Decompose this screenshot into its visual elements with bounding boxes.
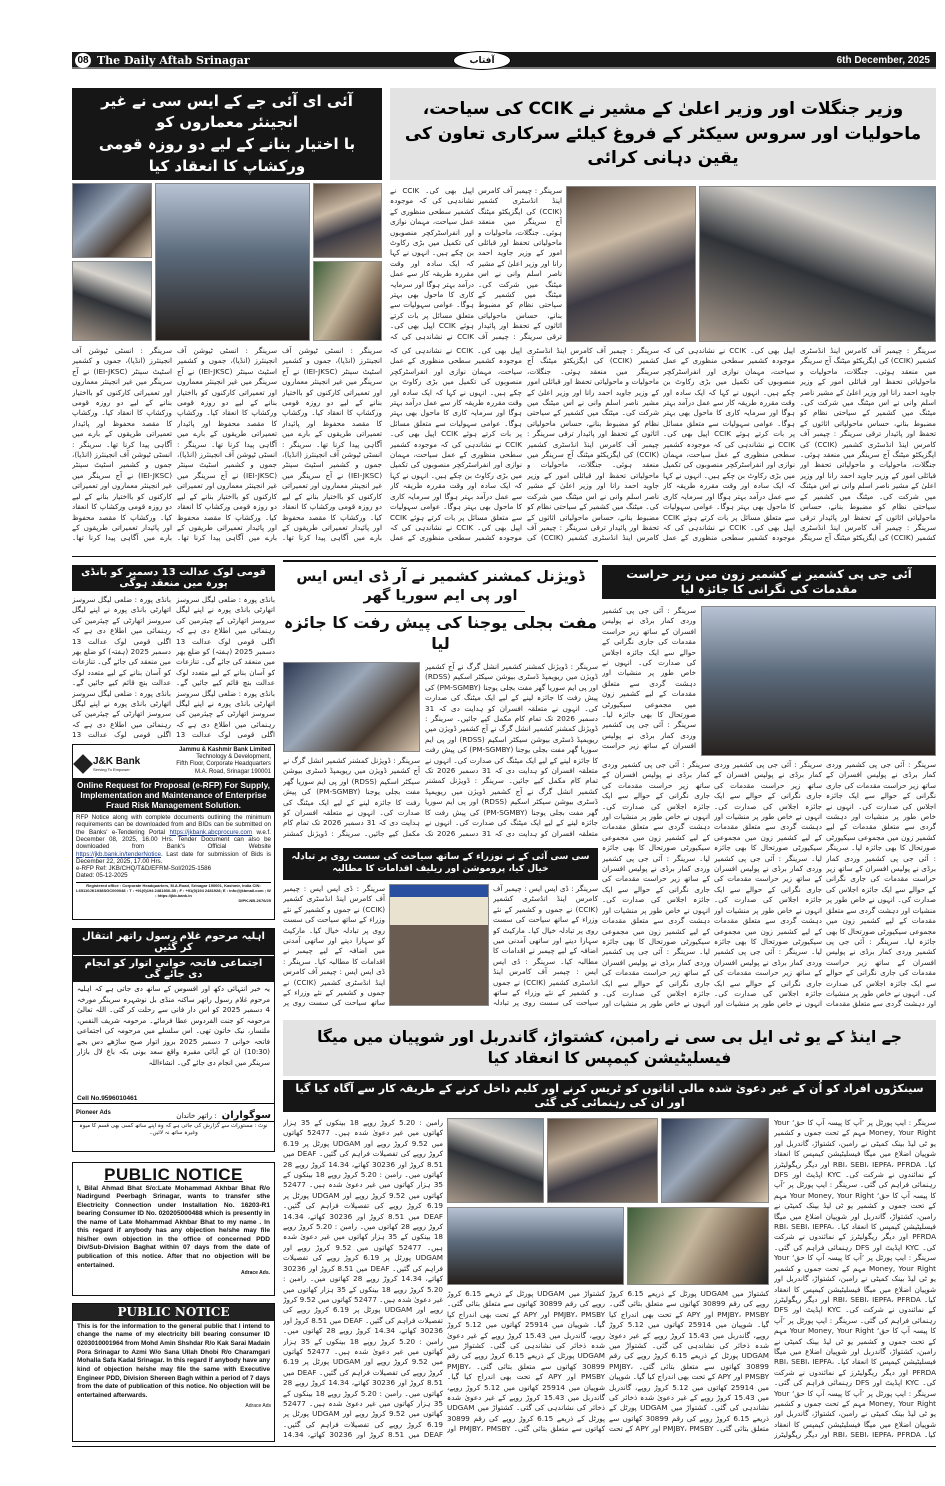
jkutlbc-photo-1 [447, 1118, 544, 1203]
jk-bank-address-3: Fifth Floor, Corporate Headquarters [176, 761, 271, 768]
iei-photo-1 [72, 183, 152, 258]
public-notice-1-agency: Adrace Ads. [241, 1270, 270, 1277]
iei-photo-5 [313, 261, 382, 341]
public-notice-2-agency: Adrace Ads [245, 1402, 271, 1409]
condolence-title-2: اجتماعی فاتحہ خوانی اتوار کو انجام دی جائے گی [73, 955, 274, 982]
condolence-note: نوٹ : مستورات سے گزارش کی جاتی ہے کہ وہ اپنے ساتھ کسی بھی قسم کا میوہ وغیرہ ساتھ نہ لائیں۔ [73, 1121, 274, 1151]
jk-bank-code: DIPK-NB-2676/25 [238, 897, 271, 903]
jk-bank-footer: Registered office : Corporate Headquarters, M.A.Road, Srinagar 190001, Kashmir, India CIN: L65110JK1938SGC000048 : T : +91(0)194 2481930-35 ; F : +91(0)194 2481928; E : info@jkbmail.com ; W : https://jkb.bank.in [76, 882, 271, 898]
ccik-body-col-2: اپیل بھی کی۔ CCIK نے نشاندہی کی کہ موجودہ کشمیر سطحی منظوری کے عمل سیاحت، مہمان نوازی اور انفراسٹرکچر منصوبوں کی تکمیل میں بڑی رکاوٹ بن چکے ہیں۔ انہوں نے کہا کہ ایک سادہ اور وقت مقررہ طریقہ کار سے عمل درآمد بہتر ہوگا اور سرمایہ کاری کا ماحول بھی بہتر ہوگا۔ عوامی سہولیات سے متعلق مسائل پر بات کرتے ہوئے CCIK اپیل بھی کی۔ CCIK نے نشاندہی کی کہ موجودہ کشمیر سطحی منظوری کے عمل سیاحت، مہمان نوازی اور انفراسٹرکچر منصوبوں کی تکمیل میں بڑی رکاوٹ بن چکے ہیں۔ انہوں نے کہا کہ ایک سادہ اور وقت مقررہ طریقہ کار سے عمل درآمد بہتر ہوگا اور سرمایہ کاری کا ماحول بھی بہتر ہوگا۔ عوامی سہولیات سے متعلق مسائل پر بات کرتے ہوئے CCIK اپیل بھی کی۔ CCIK نے نشاندہی کی کہ موجودہ کشمیر سطحی منظوری کے عمل [663, 346, 795, 543]
page-bottom-rule [72, 1446, 936, 1447]
jkutlbc-body-col-3: کشتواڑ میں UDGAM پورٹل کے ذریعے 6.15 کروڑ روپے کی رقم 30899 کھاتوں سے متعلق بتائی گئی۔ PMJBY، PMSBY اور APY کے تحت بھی اندراج کیا گیا۔ شوپیان میں 25914 کھاتوں میں 5.12 کروڑ روپے، گاندربل میں 15.43 کروڑ روپے کے غیر دعویٰ شدہ ذخائر کی نشاندہی کی گئی۔ کشتواڑ میں UDGAM پورٹل کے ذریعے 6.15 کروڑ روپے کی رقم 30899 کھاتوں سے متعلق بتائی گئی۔ PMJBY، PMSBY اور APY کے تحت بھی اندراج کیا گیا۔ شوپیان میں 25914 کھاتوں میں 5.12 کروڑ روپے، گاندربل میں 15.43 کروڑ روپے کے غیر دعویٰ شدہ ذخائر کی نشاندہی کی گئی۔ کشتواڑ میں UDGAM پورٹل کے ذریعے 6.15 کروڑ روپے کی رقم 30899 کھاتوں سے متعلق بتائی گئی۔ PMJBY، PMSBY اور [447, 1289, 605, 1434]
jkutlbc-body-col-1: سرینگر : ایپ پورٹل پر ’آپ کا پیسہ آپ کا حق‘ Your Money, Your Right مہم کے تحت جموں و کشمیر یو ٹی لیڈ بینک کمیٹی نے رامبن، کشتواڑ، گاندربل اور شوپیان اضلاع میں میگا فیسلیٹیشن کیمپس کا انعقاد کیا۔ RBI، SEBI، IEPFA، PFRDA اور دیگر ریگولیٹرز کے نمائندوں نے شرکت کی۔ KYC اپڈیٹ اور DFS رہنمائی فراہم کی گئی۔ سرینگر : ایپ پورٹل پر ’آپ کا پیسہ آپ کا حق‘ Your Money, Your Right مہم کے تحت جموں و کشمیر یو ٹی لیڈ بینک کمیٹی نے رامبن، کشتواڑ، گاندربل اور شوپیان اضلاع میں میگا فیسلیٹیشن کیمپس کا انعقاد کیا۔ RBI، SEBI، IEPFA، PFRDA اور دیگر ریگولیٹرز کے نمائندوں نے شرکت کی۔ KYC اپڈیٹ اور DFS رہنمائی فراہم کی گئی۔ سرینگر : ایپ پورٹل پر ’آپ کا پیسہ آپ کا حق‘ Your Money, Your Right مہم کے تحت جموں و کشمیر یو ٹی لیڈ بینک کمیٹی نے رامبن، کشتواڑ، گاندربل اور شوپیان اضلاع میں میگا فیسلیٹیشن کیمپس کا انعقاد کیا۔ RBI، SEBI، IEPFA، PFRDA اور دیگر ریگولیٹرز کے نمائندوں نے شرکت کی۔ KYC اپڈیٹ اور DFS رہنمائی فراہم کی گئی۔ سرینگر : ایپ پورٹل پر ’آپ کا پیسہ آپ کا حق‘ Your Money, Your Right مہم کے تحت جموں و کشمیر یو ٹی لیڈ بینک کمیٹی نے رامبن، کشتواڑ، گاندربل اور شوپیان اضلاع میں میگا فیسلیٹیشن کیمپس کا انعقاد کیا۔ RBI، SEBI، IEPFA، PFRDA اور دیگر ریگولیٹرز کے نمائندوں نے شرکت کی۔ KYC اپڈیٹ اور DFS رہنمائی فراہم کی گئی۔ سرینگر : ایپ پورٹل پر ’آپ کا پیسہ آپ کا حق‘ Your Money, Your Right مہم کے تحت جموں و کشمیر یو ٹی لیڈ بینک کمیٹی نے رامبن، کشتواڑ، گاندربل اور شوپیان اضلاع میں میگا فیسلیٹیشن کیمپس کا انعقاد کیا۔ RBI، SEBI، IEPFA، PFRDA اور دیگر ریگولیٹرز [774, 1118, 936, 1440]
jkutlbc-photo-2 [547, 1118, 658, 1203]
ccik-headline-line-2: ماحولیات اور سروس سیکٹر کے فروغ کیلئے سرکاری تعاون کی یقین دہانی کرائی [404, 123, 922, 169]
rfp-text-2: w.e.f. December 08, 2025, 16.00 Hrs. Tender Document can also be downloaded from Bank's Official Website [76, 828, 271, 851]
public-notice-1 [72, 1162, 275, 1296]
public-notice-1-body: I, Bilal Ahmad Bhat S/o:Late Mohammad Akhbar Bhat R/o Nadirgund Peerbagh Srinagar, wants to transfer sthe Electricity Connection under Installation No. 16203-R1 bearing Consumer ID No. 020205000488 which is presently in the name of Late Mohammad Akhbar Bhat to my name . In this regard if anybody has any objection he/she may file his/her own objection in the office of concerned PDD Div/Sub-Division Baghat within 07 days from the date of publication of this notice. After that no objection will be entertained. [77, 1184, 270, 1269]
jkutlbc-photo-3 [661, 1118, 769, 1203]
iei-photo-2 [155, 183, 310, 341]
iei-headline-line-2: با اختیار بنانے کے لیے دو روزہ قومی ورکشاپ کا انعقاد کیا [98, 135, 356, 175]
condolence-phone: Cell No.9596010461 [77, 1095, 138, 1102]
jk-bank-address-4: M.A. Road, Srinagar 190001 [194, 768, 271, 775]
public-notice-1-title: PUBLIC NOTICE [104, 1165, 243, 1184]
lok-adalat-headline: قومی لوک عدالت 13 دسمبر کو بانڈی پورہ میں منعقد ہوگی [72, 565, 275, 591]
condolence-ad [72, 928, 275, 1152]
rfp-dated: Dated: 05-12-2025 [76, 872, 128, 880]
jk-bank-logo [76, 753, 140, 776]
condolence-title-1: اہلیہ مرحوم غلام رسول راتھر انتقال کر گئیں [73, 929, 274, 955]
cci-photo [389, 884, 489, 1006]
lok-adalat-body-1: بانڈی پورہ : ضلعی لیگل سروسز اتھارٹی بانڈی پورہ نے اپنے لیگل سروسز اتھارٹی کے چیئرمین کی رہنمائی میں اطلاع دی ہے کہ اگلی قومی لوک عدالت 13 دسمبر 2025 (ہفتہ) کو ضلع بھر میں منعقد کی جائے گی۔ تنازعات کو آسان بنانے کے لیے متعدد لوک عدالت بنچ قائم کیے جائیں گے۔ بانڈی پورہ : ضلعی لیگل سروسز اتھارٹی بانڈی پورہ نے اپنے لیگل سروسز اتھارٹی کے چیئرمین کی رہنمائی میں اطلاع دی ہے کہ اگلی قومی لوک عدالت 13 [176, 595, 275, 740]
jk-bank-address-2: Technology & Development, [196, 754, 271, 761]
tender-link[interactable]: https://jkb.bank.in/tenderNotice [76, 850, 161, 858]
public-notice-2 [72, 1303, 275, 1442]
jk-bank-address-1: Jammu & Kashmir Bank Limited [178, 747, 271, 753]
condolence-agency: Pioneer Ads [76, 1109, 111, 1116]
lok-adalat-body-2: بانڈی پورہ : ضلعی لیگل سروسز اتھارٹی بانڈی پورہ نے اپنے لیگل سروسز اتھارٹی کے چیئرمین کی رہنمائی میں اطلاع دی ہے کہ اگلی قومی لوک عدالت 13 دسمبر 2025 (ہفتہ) کو ضلع بھر میں منعقد کی جائے گی۔ تنازعات کو آسان بنانے کے لیے متعدد لوک عدالت بنچ قائم کیے جائیں گے۔ بانڈی پورہ : ضلعی لیگل سروسز اتھارٹی بانڈی پورہ نے اپنے لیگل سروسز اتھارٹی کے چیئرمین کی رہنمائی میں اطلاع دی ہے کہ اگلی قومی لوک عدالت 13 [72, 595, 171, 740]
igp-body-col-1: سرینگر : آئی جی پی کشمیر وردی کمار برڈی نے پولیس افسران کے ساتھ زیر حراست مقدمات کی جاری نگرانی کے حوالے سے ایک جائزہ اجلاس کی صدارت کی۔ انہوں نے خاص طور پر منشیات اور دہشت گردی سے متعلق مقدمات کے لیے کشمیر زون میں مجموعی سیکیورٹی صورتحال کا بھی جائزہ لیا۔ سرینگر : آئی جی پی کشمیر وردی کمار برڈی نے پولیس افسران کے ساتھ زیر حراست مقدمات کی جاری نگرانی کے حوالے سے ایک جائزہ اجلاس کی صدارت کی۔ انہوں نے خاص طور پر منشیات اور دہشت گردی سے متعلق مقدمات کے لیے کشمیر زون میں مجموعی سیکیورٹی صورتحال کا بھی جائزہ لیا۔ سرینگر : آئی جی پی کشمیر وردی کمار برڈی نے پولیس افسران کے ساتھ زیر حراست مقدمات کی جاری نگرانی کے حوالے سے ایک جائزہ اجلاس کی صدارت کی۔ انہوں نے خاص طور پر منشیات اور دہشت گردی سے متعلق مقدمات [826, 760, 936, 1009]
jk-bank-ad-title: Online Request for Proposal (e-RFP) For Supply, Implementation and Maintenance of Enterprise Fraud Risk Management Solution. [73, 778, 274, 812]
divcom-top-rule [283, 560, 598, 562]
divcom-body-1: سرینگر : ڈویژنل کمشنر کشمیر انشل گرگ نے آج کشمیر ڈویژن میں ریویمپڈ ڈسٹری بیوشن سیکٹر اسکیم (RDSS) اور پی ایم سوریا گھر مفت بجلی یوجنا (PM-SGMBY) کی پیش رفت کا جائزہ لینے کے لیے ایک میٹنگ کی صدارت کی۔ انہوں نے متعلقہ افسران کو ہدایت دی کہ 31 دسمبر 2026 تک تمام کام مکمل کیے جائیں۔ سرینگر : ڈویژنل کمشنر کشمیر انشل گرگ نے آج کشمیر ڈویژن میں ریویمپڈ ڈسٹری بیوشن سیکٹر اسکیم (RDSS) اور پی ایم سوریا گھر مفت بجلی یوجنا (PM-SGMBY) کی پیش رفت کا جائزہ لینے کے لیے ایک میٹنگ کی صدارت کی۔ انہوں نے متعلقہ افسران کو ہدایت دی کہ 31 دسمبر 2026 تک تمام کام مکمل کیے جائیں۔ سرینگر : ڈویژنل کمشنر کشمیر انشل گرگ نے آج کشمیر ڈویژن میں ریویمپڈ ڈسٹری بیوشن سیکٹر اسکیم (RDSS) اور پی ایم سوریا گھر مفت بجلی یوجنا (PM-SGMBY) کی پیش رفت کا جائزہ لینے کے لیے ایک میٹنگ کی صدارت کی۔ انہوں نے متعلقہ افسران کو ہدایت دی کہ 31 دسمبر 2026 تک [425, 662, 598, 838]
jk-bank-logo-icon [73, 754, 93, 774]
jk-bank-address [176, 747, 271, 776]
divcom-headline-2: مفت بجلی یوجنا کی پیش رفت کا جائزہ لیا [283, 614, 598, 653]
section-divider [72, 556, 936, 557]
divcom-photo [283, 662, 420, 752]
paper-name: The Daily Aftab Srinagar [97, 54, 250, 67]
rfp-text-1: RFP Notice along with complete documents outlining the minimum requirements can be downloaded from and BIDs can be submitted on the Banks' e-Tendering Portal [76, 813, 271, 836]
condolence-body: یہ خبر انتہائی دکھ اور افسوس کے ساتھ دی جاتی ہے کہ اہلیہ مرحوم غلام رسول راتھر ساکنہ منڈی بل نوشہرہ سرینگر مورخہ 4 دسمبر 2025 کو اس دار فانی سے رحلت کر گئی۔ اللہ تعالیٰ مرحومہ کو جنت الفردوس عطا فرمائے۔ مرحومہ شریف النفس، ملنسار، نیک خاتون تھی۔ اس سلسلے میں مرحومہ کی اجتماعی فاتحہ خوانی 7 دسمبر 2025 بروز اتوار صبح ساڑھے دس بجے (10:30) ان کے آبائی مقبرہ واقع سعد بونی بکہ باغ لال بازار سرینگر میں انجام دی جائے گی۔ انشاءاللہ [77, 985, 270, 1067]
igp-body-top: سرینگر : آئی جی پی کشمیر وردی کمار برڈی نے پولیس افسران کے ساتھ زیر حراست مقدمات کی جاری نگرانی کے حوالے سے ایک جائزہ اجلاس کی صدارت کی۔ انہوں نے خاص طور پر منشیات اور دہشت گردی سے متعلق مقدمات کے لیے کشمیر زون میں مجموعی سیکیورٹی صورتحال کا بھی جائزہ لیا۔ سرینگر : آئی جی پی کشمیر وردی کمار برڈی نے پولیس افسران کے ساتھ زیر حراست [602, 606, 696, 751]
iei-photo-3 [313, 183, 382, 258]
cci-body-1: سرینگر : ڈی ایس ایس : چیمبر آف کامرس اینڈ انڈسٹری کشمیر (CCIK) نے جموں و کشمیر کے نئے وزراء کے ساتھ سیاحت کی سست روی پر تبادلہ خیال کیا۔ مارکیٹ کو سہارا دینے اور ساتھی آمدنی میں اضافہ کے لیے چیمبر نے اقدامات کا مطالبہ کیا۔ سرینگر : ڈی ایس ایس : چیمبر آف کامرس اینڈ انڈسٹری کشمیر (CCIK) نے جموں و کشمیر کے نئے وزراء کے ساتھ سیاحت کی سست روی پر [283, 884, 385, 1008]
jk-bank-tagline: Serving To Empower [93, 767, 130, 773]
ccik-body-top-1: سرینگر : چیمبر آف کامرس اینڈ انڈسٹری کشمیر (CCIK) کی ایگزیکٹو میٹنگ آج سرینگر میں منعقد ہوئی۔ جنگلات، ماحولیات و ماحولیاتی تحفظ اور قبائلی امور کے وزیر جاوید احمد رانا اور وزیر اعلیٰ کے مشیر ناصر اسلم وانی نے اس میٹنگ میں شرکت کی۔ میٹنگ میں کشمیر کے سیاحتی نظام کو مضبوط بنانے، حساس ماحولیاتی اثاثوں کے تحفظ اور پائیدار ترقی سرینگر : چیمبر آف [478, 186, 562, 341]
igp-body-col-2: سرینگر : آئی جی پی کشمیر وردی کمار برڈی نے پولیس افسران کے ساتھ زیر حراست مقدمات کی جاری نگرانی کے حوالے سے ایک جائزہ اجلاس کی صدارت کی۔ انہوں نے خاص طور پر منشیات اور دہشت گردی سے متعلق مقدمات کے لیے کشمیر زون میں مجموعی سیکیورٹی صورتحال کا بھی جائزہ لیا۔ سرینگر : آئی جی پی کشمیر وردی کمار برڈی نے پولیس افسران کے ساتھ زیر حراست مقدمات کی جاری نگرانی کے حوالے سے ایک جائزہ اجلاس کی صدارت کی۔ انہوں نے خاص طور پر منشیات اور دہشت گردی سے متعلق مقدمات کے لیے کشمیر زون میں مجموعی سیکیورٹی صورتحال کا بھی جائزہ لیا۔ سرینگر : آئی جی پی کشمیر وردی کمار برڈی نے پولیس افسران کے ساتھ زیر حراست مقدمات کی جاری نگرانی کے حوالے سے ایک جائزہ اجلاس کی صدارت کی۔ انہوں نے خاص طور پر منشیات اور [714, 760, 822, 1009]
divcom-headline-1: ڈویژنل کمشنر کشمیر نے آر ڈی ایس ایس اور پی ایم سوریا گھر [296, 569, 585, 604]
cci-headline: سی سی آئی کے نے نوزراء کے ساتھ سیاحت کی سست روی پر تبادلہ خیال کیا، پروموشن اور ریلیف اقدامات کا مطالبہ [283, 848, 598, 880]
jkutlbc-body-col-2: کشتواڑ میں UDGAM پورٹل کے ذریعے 6.15 کروڑ روپے کی رقم 30899 کھاتوں سے متعلق بتائی گئی۔ PMJBY، PMSBY اور APY کے تحت بھی اندراج کیا گیا۔ شوپیان میں 25914 کھاتوں میں 5.12 کروڑ روپے، گاندربل میں 15.43 کروڑ روپے کے غیر دعویٰ شدہ ذخائر کی نشاندہی کی گئی۔ کشتواڑ میں UDGAM پورٹل کے ذریعے 6.15 کروڑ روپے کی رقم 30899 کھاتوں سے متعلق بتائی گئی۔ PMJBY، PMSBY اور APY کے تحت بھی اندراج کیا گیا۔ شوپیان میں 25914 کھاتوں میں 5.12 کروڑ روپے، گاندربل میں 15.43 کروڑ روپے کے غیر دعویٰ شدہ ذخائر کی نشاندہی کی گئی۔ کشتواڑ میں UDGAM پورٹل کے ذریعے 6.15 کروڑ روپے کی رقم 30899 کھاتوں سے متعلق بتائی گئی۔ PMJBY، PMSBY اور APY کے تحت [609, 1289, 769, 1434]
portal-link[interactable]: https://jkbank.abcprocure.com [169, 828, 253, 836]
jk-bank-name: J&K Bank [93, 756, 141, 768]
igp-body-col-3: سرینگر : آئی جی پی کشمیر وردی کمار برڈی نے پولیس افسران کے ساتھ زیر حراست مقدمات کی جاری نگرانی کے حوالے سے ایک جائزہ اجلاس کی صدارت کی۔ انہوں نے خاص طور پر منشیات اور دہشت گردی سے متعلق مقدمات کے لیے کشمیر زون میں مجموعی سیکیورٹی صورتحال کا بھی جائزہ لیا۔ سرینگر : آئی جی پی کشمیر وردی کمار برڈی نے پولیس افسران کے ساتھ زیر حراست مقدمات کی جاری نگرانی کے حوالے سے ایک جائزہ اجلاس کی صدارت کی۔ انہوں نے خاص طور پر منشیات اور دہشت گردی سے متعلق مقدمات کے لیے کشمیر زون میں مجموعی سیکیورٹی صورتحال کا بھی جائزہ لیا۔ سرینگر : آئی جی پی کشمیر وردی کمار برڈی نے پولیس افسران کے ساتھ زیر حراست مقدمات کی جاری نگرانی کے حوالے سے ایک جائزہ اجلاس کی صدارت کی۔ انہوں نے خاص طور پر منشیات اور [602, 760, 710, 1009]
jkutlbc-photo-4 [447, 1207, 624, 1285]
jk-bank-ad [72, 744, 275, 920]
iei-body-col-2: سرینگر : انسٹی ٹیوشن آف انجینئرز (انڈیا)، جموں و کشمیر اسٹیٹ سینٹر (IEI-JKSC) نے آج سرینگر میں غیر انجینئر معماروں اور تعمیراتی کارکنوں کو بااختیار بنانے کے لیے دو روزہ قومی ورکشاپ کا انعقاد کیا۔ ورکشاپ کا مقصد محفوظ اور پائیدار تعمیراتی طریقوں کے بارے میں آگاہی پیدا کرنا تھا۔ سرینگر : انسٹی ٹیوشن آف انجینئرز (انڈیا)، جموں و کشمیر اسٹیٹ سینٹر (IEI-JKSC) نے آج سرینگر میں غیر انجینئر معماروں اور تعمیراتی کارکنوں کو بااختیار بنانے کے لیے دو روزہ قومی ورکشاپ کا انعقاد کیا۔ ورکشاپ کا مقصد محفوظ اور پائیدار تعمیراتی طریقوں کے بارے میں آگاہی پیدا کرنا تھا۔ [177, 346, 277, 543]
page-number: 08 [75, 53, 91, 68]
public-notice-2-title: PUBLIC NOTICE [73, 1304, 274, 1321]
condolence-mourners-label: سوگواران [221, 1110, 271, 1121]
iei-body-col-3: سرینگر : انسٹی ٹیوشن آف انجینئرز (انڈیا)، جموں و کشمیر اسٹیٹ سینٹر (IEI-JKSC) نے آج سرینگر میں غیر انجینئر معماروں اور تعمیراتی کارکنوں کو بااختیار بنانے کے لیے دو روزہ قومی ورکشاپ کا انعقاد کیا۔ ورکشاپ کا مقصد محفوظ اور پائیدار تعمیراتی طریقوں کے بارے میں آگاہی پیدا کرنا تھا۔ سرینگر : انسٹی ٹیوشن آف انجینئرز (انڈیا)، جموں و کشمیر اسٹیٹ سینٹر (IEI-JKSC) نے آج سرینگر میں غیر انجینئر معماروں اور تعمیراتی کارکنوں کو بااختیار بنانے کے لیے دو روزہ قومی ورکشاپ کا انعقاد کیا۔ ورکشاپ کا مقصد محفوظ اور پائیدار تعمیراتی طریقوں کے بارے میں آگاہی پیدا کرنا تھا۔ [72, 346, 172, 543]
rfp-text-3: . Last date for submission of Bids is December 22, 2025, 17.00 Hrs. [76, 850, 271, 865]
ccik-body-col-4: اپیل بھی کی۔ CCIK نے نشاندہی کی کہ موجودہ کشمیر سطحی منظوری کے عمل سیاحت، مہمان نوازی اور انفراسٹرکچر منصوبوں کی تکمیل میں بڑی رکاوٹ بن چکے ہیں۔ انہوں نے کہا کہ ایک سادہ اور وقت مقررہ طریقہ کار سے عمل درآمد بہتر ہوگا اور سرمایہ کاری کا ماحول بھی بہتر ہوگا۔ عوامی سہولیات سے متعلق مسائل پر بات کرتے ہوئے CCIK اپیل بھی کی۔ CCIK نے نشاندہی کی کہ موجودہ کشمیر سطحی منظوری کے عمل سیاحت، مہمان نوازی اور انفراسٹرکچر منصوبوں کی تکمیل میں بڑی رکاوٹ بن چکے ہیں۔ انہوں نے کہا کہ ایک سادہ اور وقت مقررہ طریقہ کار سے عمل درآمد بہتر ہوگا اور سرمایہ کاری کا ماحول بھی بہتر ہوگا۔ عوامی سہولیات سے متعلق مسائل پر بات کرتے ہوئے CCIK اپیل بھی کی۔ CCIK نے نشاندہی کی کہ موجودہ کشمیر سطحی منظوری کے عمل [390, 346, 522, 543]
ccik-photo-1 [566, 186, 696, 342]
jkutlbc-body-col-4: رامبن : 5.20 کروڑ روپے 18 بینکوں کے 35 ہزار کھاتوں میں غیر دعویٰ شدہ ہیں۔ 52477 کھاتوں میں 9.52 کروڑ روپے اور UDGAM پورٹل پر 6.19 کروڑ روپے کی تفصیلات فراہم کی گئیں۔ DEAF میں 8.51 کروڑ اور 30236 کھاتے، 14.34 کروڑ روپے 28 کھاتوں میں۔ رامبن : 5.20 کروڑ روپے 18 بینکوں کے 35 ہزار کھاتوں میں غیر دعویٰ شدہ ہیں۔ 52477 کھاتوں میں 9.52 کروڑ روپے اور UDGAM پورٹل پر 6.19 کروڑ روپے کی تفصیلات فراہم کی گئیں۔ DEAF میں 8.51 کروڑ اور 30236 کھاتے، 14.34 کروڑ روپے 28 کھاتوں میں۔ رامبن : 5.20 کروڑ روپے 18 بینکوں کے 35 ہزار کھاتوں میں غیر دعویٰ شدہ ہیں۔ 52477 کھاتوں میں 9.52 کروڑ روپے اور UDGAM پورٹل پر 6.19 کروڑ روپے کی تفصیلات فراہم کی گئیں۔ DEAF میں 8.51 کروڑ اور 30236 کھاتے، 14.34 کروڑ روپے 28 کھاتوں میں۔ رامبن : 5.20 کروڑ روپے 18 بینکوں کے 35 ہزار کھاتوں میں غیر دعویٰ شدہ ہیں۔ 52477 کھاتوں میں 9.52 کروڑ روپے اور UDGAM پورٹل پر 6.19 کروڑ روپے کی تفصیلات فراہم کی گئیں۔ DEAF میں 8.51 کروڑ اور 30236 کھاتے، 14.34 کروڑ روپے 28 کھاتوں میں۔ رامبن : 5.20 کروڑ روپے 18 بینکوں کے 35 ہزار کھاتوں میں غیر دعویٰ شدہ ہیں۔ 52477 کھاتوں میں 9.52 کروڑ روپے اور UDGAM پورٹل پر 6.19 کروڑ روپے کی تفصیلات فراہم کی گئیں۔ DEAF میں 8.51 کروڑ اور 30236 کھاتے، 14.34 کروڑ روپے 28 کھاتوں میں۔ رامبن : 5.20 کروڑ روپے 18 بینکوں کے 35 ہزار کھاتوں میں غیر دعویٰ شدہ ہیں۔ 52477 کھاتوں میں 9.52 کروڑ روپے اور UDGAM پورٹل پر 6.19 کروڑ روپے کی تفصیلات فراہم کی گئیں۔ DEAF میں 8.51 کروڑ اور 30236 کھاتے، 14.34 [283, 1118, 443, 1440]
divcom-mid-rule [365, 611, 525, 612]
cci-body-2: سرینگر : ڈی ایس ایس : چیمبر آف کامرس اینڈ انڈسٹری کشمیر (CCIK) نے جموں و کشمیر کے نئے وزراء کے ساتھ سیاحت کی سست روی پر تبادلہ خیال کیا۔ مارکیٹ کو سہارا دینے اور ساتھی آمدنی میں اضافہ کے لیے چیمبر نے اقدامات کا مطالبہ کیا۔ سرینگر : ڈی ایس ایس : چیمبر آف کامرس اینڈ انڈسٹری کشمیر (CCIK) نے جموں و کشمیر کے نئے وزراء کے ساتھ سیاحت کی سست روی پر تبادلہ [493, 884, 598, 1008]
jkutlbc-headline: جے اینڈ کے یو ٹی ایل بی سی نے رامبن، کشتواڑ، گاندربل اور شوپیان میں میگا فیسلیٹیشن کیمپس کا انعقاد کیا [283, 1020, 936, 1076]
ccik-headline [390, 88, 936, 180]
public-notice-2-body: This is for the information to the general public that I intend to change the name of my electricity bill bearing consumer ID 0203010001964 from Mohd Amin Shshdar R/o Kak Sarai Madain Pora Srinagar to Azmi W/o Sana Ullah Dhobi R/o Charamgari Mohalla Safa Kadal Srinagar. In this regard if anybody have any kind of objection he/she may file the same with Executive Engineer PDD, Division Shereen Bagh within a period of 7 days from the date of publication of this notice. No objection will be entertained afterwards. [77, 1322, 270, 1399]
condolence-mourners: : راتھر خاندان [176, 1112, 217, 1120]
jk-bank-ad-text [76, 814, 271, 880]
iei-photo-4 [72, 261, 152, 341]
igp-photo [701, 606, 936, 756]
ccik-headline-line-1: وزیر جنگلات اور وزیر اعلیٰ کے مشیر نے CCIK کی سیاحت، [422, 99, 904, 120]
rfp-ref: e-RFP Ref: JKB/CHQ/T&D/EFRM-Sol/2025-1586 [76, 865, 212, 873]
ccik-body-top-2: اپیل بھی کی۔ CCIK نے نشاندہی کی کہ موجودہ کشمیر سطحی منظوری کے عمل سیاحت، مہمان نوازی اور انفراسٹرکچر منصوبوں کی تکمیل میں بڑی رکاوٹ بن چکے ہیں۔ انہوں نے کہا کہ ایک سادہ اور وقت مقررہ طریقہ کار سے عمل درآمد بہتر ہوگا اور سرمایہ کاری کا ماحول بھی بہتر ہوگا۔ عوامی سہولیات سے متعلق مسائل پر بات کرتے ہوئے CCIK اپیل بھی کی۔ CCIK نے نشاندہی کی کہ [390, 186, 474, 341]
jkutlbc-photo-5 [627, 1207, 769, 1285]
iei-headline-line-1: آئی ای آئی جے کے ایس سی نے غیر انجینئر معماروں کو [101, 91, 353, 132]
masthead-logo: آفتاب [453, 51, 511, 70]
iei-headline [72, 88, 382, 180]
ccik-photo-2 [699, 186, 936, 342]
igp-headline: آئی جی پی کشمیر نے کشمیر زون میں زیر حراست مقدمات کی نگرانی کا جائزہ لیا [602, 565, 936, 599]
divcom-body-2: سرینگر : ڈویژنل کمشنر کشمیر انشل گرگ نے آج کشمیر ڈویژن میں ریویمپڈ ڈسٹری بیوشن سیکٹر اسکیم (RDSS) اور پی ایم سوریا گھر مفت بجلی یوجنا (PM-SGMBY) کی پیش رفت کا جائزہ لینے کے لیے ایک میٹنگ کی صدارت کی۔ انہوں نے متعلقہ افسران کو ہدایت دی کہ 31 دسمبر 2026 تک تمام کام مکمل کیے جائیں۔ سرینگر : ڈویژنل کمشنر [283, 756, 420, 838]
masthead-date: 6th December, 2025 [836, 55, 930, 66]
iei-body-col-1: سرینگر : انسٹی ٹیوشن آف انجینئرز (انڈیا)، جموں و کشمیر اسٹیٹ سینٹر (IEI-JKSC) نے آج سرینگر میں غیر انجینئر معماروں اور تعمیراتی کارکنوں کو بااختیار بنانے کے لیے دو روزہ قومی ورکشاپ کا انعقاد کیا۔ ورکشاپ کا مقصد محفوظ اور پائیدار تعمیراتی طریقوں کے بارے میں آگاہی پیدا کرنا تھا۔ سرینگر : انسٹی ٹیوشن آف انجینئرز (انڈیا)، جموں و کشمیر اسٹیٹ سینٹر (IEI-JKSC) نے آج سرینگر میں غیر انجینئر معماروں اور تعمیراتی کارکنوں کو بااختیار بنانے کے لیے دو روزہ قومی ورکشاپ کا انعقاد کیا۔ ورکشاپ کا مقصد محفوظ اور پائیدار تعمیراتی طریقوں کے بارے میں آگاہی پیدا کرنا تھا۔ [282, 346, 382, 543]
ccik-body-col-3: سرینگر : چیمبر آف کامرس اینڈ انڈسٹری کشمیر (CCIK) کی ایگزیکٹو میٹنگ آج سرینگر میں منعقد ہوئی۔ جنگلات، ماحولیات و ماحولیاتی تحفظ اور قبائلی امور کے وزیر جاوید احمد رانا اور وزیر اعلیٰ کے مشیر ناصر اسلم وانی نے اس میٹنگ میں شرکت کی۔ میٹنگ میں کشمیر کے سیاحتی نظام کو مضبوط بنانے، حساس ماحولیاتی اثاثوں کے تحفظ اور پائیدار ترقی سرینگر : چیمبر آف کامرس اینڈ انڈسٹری کشمیر (CCIK) کی ایگزیکٹو میٹنگ آج سرینگر میں منعقد ہوئی۔ جنگلات، ماحولیات و ماحولیاتی تحفظ اور قبائلی امور کے وزیر جاوید احمد رانا اور وزیر اعلیٰ کے مشیر ناصر اسلم وانی نے اس میٹنگ میں شرکت کی۔ میٹنگ میں کشمیر کے سیاحتی نظام کو مضبوط بنانے، حساس ماحولیاتی اثاثوں کے تحفظ اور پائیدار ترقی سرینگر : چیمبر آف کامرس اینڈ انڈسٹری کشمیر (CCIK) کی [527, 346, 659, 543]
jkutlbc-subheadline: سینکڑوں افراد کو اُن کے غیر دعویٰ شدہ مالی اثاثوں کو ٹریس کرنے اور کلیم داخل کرنے کے طریقہ کار سے آگاہ کیا گیا اور ان کی رہنمائی کی گئی [283, 1080, 936, 1112]
ccik-body-col-1: سرینگر : چیمبر آف کامرس اینڈ انڈسٹری کشمیر (CCIK) کی ایگزیکٹو میٹنگ آج سرینگر میں منعقد ہوئی۔ جنگلات، ماحولیات و ماحولیاتی تحفظ اور قبائلی امور کے وزیر جاوید احمد رانا اور وزیر اعلیٰ کے مشیر ناصر اسلم وانی نے اس میٹنگ میں شرکت کی۔ میٹنگ میں کشمیر کے سیاحتی نظام کو مضبوط بنانے، حساس ماحولیاتی اثاثوں کے تحفظ اور پائیدار ترقی سرینگر : چیمبر آف کامرس اینڈ انڈسٹری کشمیر (CCIK) کی ایگزیکٹو میٹنگ آج سرینگر میں منعقد ہوئی۔ جنگلات، ماحولیات و ماحولیاتی تحفظ اور قبائلی امور کے وزیر جاوید احمد رانا اور وزیر اعلیٰ کے مشیر ناصر اسلم وانی نے اس میٹنگ میں شرکت کی۔ میٹنگ میں کشمیر کے سیاحتی نظام کو مضبوط بنانے، حساس ماحولیاتی اثاثوں کے تحفظ اور پائیدار ترقی سرینگر : چیمبر آف کامرس اینڈ انڈسٹری کشمیر (CCIK) کی ایگزیکٹو میٹنگ آج سرینگر [800, 346, 936, 543]
